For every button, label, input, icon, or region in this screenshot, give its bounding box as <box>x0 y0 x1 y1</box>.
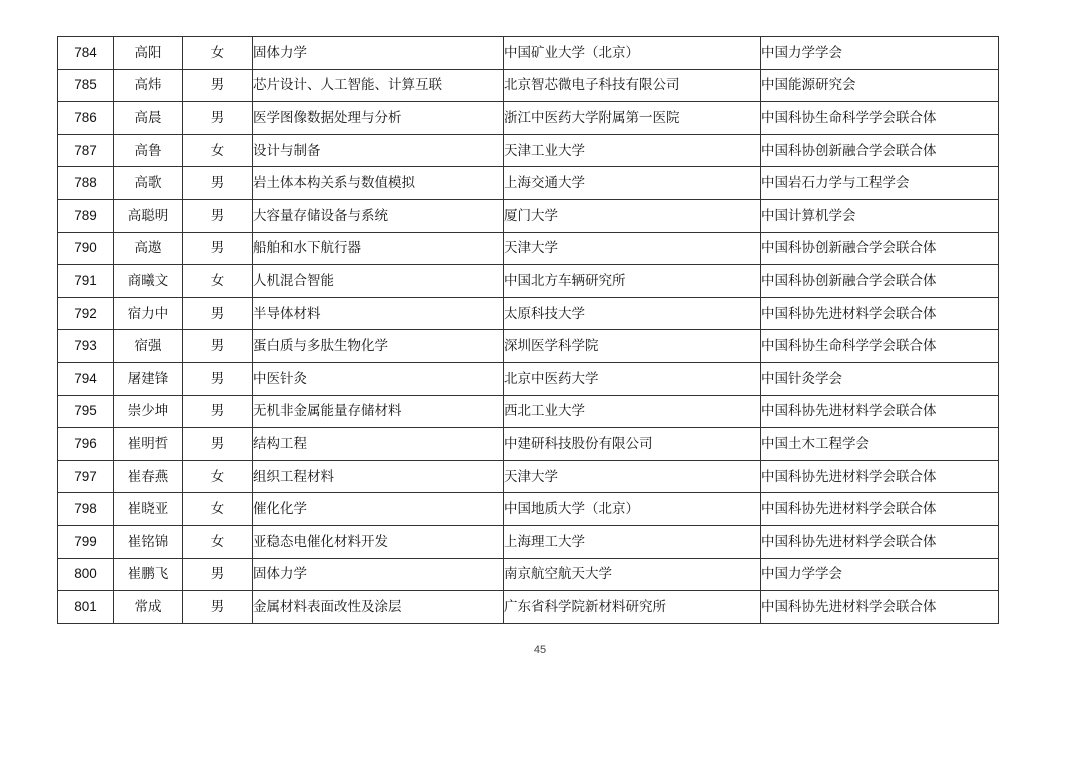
name-cell: 崔晓亚 <box>114 493 183 526</box>
name-cell: 宿力中 <box>114 297 183 330</box>
name-cell: 商曦文 <box>114 265 183 298</box>
member-table-body <box>58 37 999 624</box>
row-number-cell: 785 <box>58 69 114 102</box>
table-row <box>58 525 999 558</box>
gender-cell: 男 <box>183 558 253 591</box>
society-cell: 中国力学学会 <box>761 37 999 70</box>
table-row <box>58 460 999 493</box>
gender-cell: 男 <box>183 167 253 200</box>
gender-cell: 男 <box>183 591 253 624</box>
society-cell: 中国科协先进材料学会联合体 <box>761 395 999 428</box>
table-row <box>58 297 999 330</box>
gender-cell: 男 <box>183 199 253 232</box>
society-cell: 中国土木工程学会 <box>761 428 999 461</box>
organization-cell: 中国北方车辆研究所 <box>504 265 761 298</box>
organization-cell: 天津大学 <box>504 460 761 493</box>
table-row <box>58 232 999 265</box>
organization-cell: 太原科技大学 <box>504 297 761 330</box>
table-row <box>58 395 999 428</box>
table-row <box>58 69 999 102</box>
gender-cell: 女 <box>183 525 253 558</box>
name-cell: 宿强 <box>114 330 183 363</box>
name-cell: 常成 <box>114 591 183 624</box>
row-number-cell: 801 <box>58 591 114 624</box>
table-row <box>58 37 999 70</box>
organization-cell: 浙江中医药大学附属第一医院 <box>504 102 761 135</box>
research-field-cell: 金属材料表面改性及涂层 <box>253 591 504 624</box>
society-cell: 中国岩石力学与工程学会 <box>761 167 999 200</box>
organization-cell: 广东省科学院新材料研究所 <box>504 591 761 624</box>
name-cell: 高歌 <box>114 167 183 200</box>
research-field-cell: 芯片设计、人工智能、计算互联 <box>253 69 504 102</box>
gender-cell: 男 <box>183 297 253 330</box>
research-field-cell: 亚稳态电催化材料开发 <box>253 525 504 558</box>
organization-cell: 天津工业大学 <box>504 134 761 167</box>
row-number-cell: 789 <box>58 199 114 232</box>
row-number-cell: 786 <box>58 102 114 135</box>
society-cell: 中国科协先进材料学会联合体 <box>761 297 999 330</box>
research-field-cell: 大容量存储设备与系统 <box>253 199 504 232</box>
name-cell: 高鲁 <box>114 134 183 167</box>
society-cell: 中国科协先进材料学会联合体 <box>761 591 999 624</box>
row-number-cell: 799 <box>58 525 114 558</box>
research-field-cell: 结构工程 <box>253 428 504 461</box>
organization-cell: 北京智芯微电子科技有限公司 <box>504 69 761 102</box>
name-cell: 高炜 <box>114 69 183 102</box>
society-cell: 中国能源研究会 <box>761 69 999 102</box>
table-row <box>58 591 999 624</box>
name-cell: 高阳 <box>114 37 183 70</box>
row-number-cell: 791 <box>58 265 114 298</box>
member-table <box>57 36 999 624</box>
name-cell: 高遨 <box>114 232 183 265</box>
name-cell: 崔铭锦 <box>114 525 183 558</box>
page-number: 45 <box>533 644 547 656</box>
table-row <box>58 265 999 298</box>
name-cell: 高聪明 <box>114 199 183 232</box>
society-cell: 中国针灸学会 <box>761 362 999 395</box>
table-row <box>58 167 999 200</box>
organization-cell: 中国矿业大学（北京） <box>504 37 761 70</box>
research-field-cell: 固体力学 <box>253 558 504 591</box>
gender-cell: 男 <box>183 362 253 395</box>
name-cell: 崔鹏飞 <box>114 558 183 591</box>
table-row <box>58 102 999 135</box>
table-row <box>58 199 999 232</box>
research-field-cell: 岩土体本构关系与数值模拟 <box>253 167 504 200</box>
organization-cell: 上海理工大学 <box>504 525 761 558</box>
society-cell: 中国科协创新融合学会联合体 <box>761 134 999 167</box>
society-cell: 中国科协先进材料学会联合体 <box>761 460 999 493</box>
research-field-cell: 中医针灸 <box>253 362 504 395</box>
organization-cell: 天津大学 <box>504 232 761 265</box>
row-number-cell: 784 <box>58 37 114 70</box>
society-cell: 中国科协先进材料学会联合体 <box>761 525 999 558</box>
row-number-cell: 800 <box>58 558 114 591</box>
society-cell: 中国科协生命科学学会联合体 <box>761 102 999 135</box>
research-field-cell: 设计与制备 <box>253 134 504 167</box>
row-number-cell: 797 <box>58 460 114 493</box>
row-number-cell: 794 <box>58 362 114 395</box>
research-field-cell: 船舶和水下航行器 <box>253 232 504 265</box>
row-number-cell: 795 <box>58 395 114 428</box>
gender-cell: 女 <box>183 493 253 526</box>
gender-cell: 男 <box>183 330 253 363</box>
gender-cell: 女 <box>183 265 253 298</box>
organization-cell: 西北工业大学 <box>504 395 761 428</box>
gender-cell: 女 <box>183 460 253 493</box>
gender-cell: 女 <box>183 134 253 167</box>
name-cell: 高晨 <box>114 102 183 135</box>
gender-cell: 女 <box>183 37 253 70</box>
table-row <box>58 362 999 395</box>
society-cell: 中国科协创新融合学会联合体 <box>761 265 999 298</box>
research-field-cell: 无机非金属能量存储材料 <box>253 395 504 428</box>
organization-cell: 北京中医药大学 <box>504 362 761 395</box>
society-cell: 中国计算机学会 <box>761 199 999 232</box>
research-field-cell: 医学图像数据处理与分析 <box>253 102 504 135</box>
research-field-cell: 半导体材料 <box>253 297 504 330</box>
row-number-cell: 796 <box>58 428 114 461</box>
research-field-cell: 人机混合智能 <box>253 265 504 298</box>
gender-cell: 男 <box>183 428 253 461</box>
row-number-cell: 790 <box>58 232 114 265</box>
row-number-cell: 798 <box>58 493 114 526</box>
name-cell: 崇少坤 <box>114 395 183 428</box>
name-cell: 崔春燕 <box>114 460 183 493</box>
society-cell: 中国科协生命科学学会联合体 <box>761 330 999 363</box>
research-field-cell: 蛋白质与多肽生物化学 <box>253 330 504 363</box>
table-row <box>58 330 999 363</box>
society-cell: 中国力学学会 <box>761 558 999 591</box>
research-field-cell: 催化化学 <box>253 493 504 526</box>
organization-cell: 上海交通大学 <box>504 167 761 200</box>
row-number-cell: 793 <box>58 330 114 363</box>
research-field-cell: 固体力学 <box>253 37 504 70</box>
row-number-cell: 788 <box>58 167 114 200</box>
gender-cell: 男 <box>183 69 253 102</box>
row-number-cell: 787 <box>58 134 114 167</box>
organization-cell: 南京航空航天大学 <box>504 558 761 591</box>
gender-cell: 男 <box>183 395 253 428</box>
research-field-cell: 组织工程材料 <box>253 460 504 493</box>
society-cell: 中国科协先进材料学会联合体 <box>761 493 999 526</box>
name-cell: 崔明哲 <box>114 428 183 461</box>
table-row <box>58 134 999 167</box>
organization-cell: 厦门大学 <box>504 199 761 232</box>
gender-cell: 男 <box>183 102 253 135</box>
table-row <box>58 558 999 591</box>
table-row <box>58 428 999 461</box>
society-cell: 中国科协创新融合学会联合体 <box>761 232 999 265</box>
gender-cell: 男 <box>183 232 253 265</box>
name-cell: 屠建锋 <box>114 362 183 395</box>
row-number-cell: 792 <box>58 297 114 330</box>
organization-cell: 中建研科技股份有限公司 <box>504 428 761 461</box>
organization-cell: 中国地质大学（北京） <box>504 493 761 526</box>
organization-cell: 深圳医学科学院 <box>504 330 761 363</box>
table-row <box>58 493 999 526</box>
